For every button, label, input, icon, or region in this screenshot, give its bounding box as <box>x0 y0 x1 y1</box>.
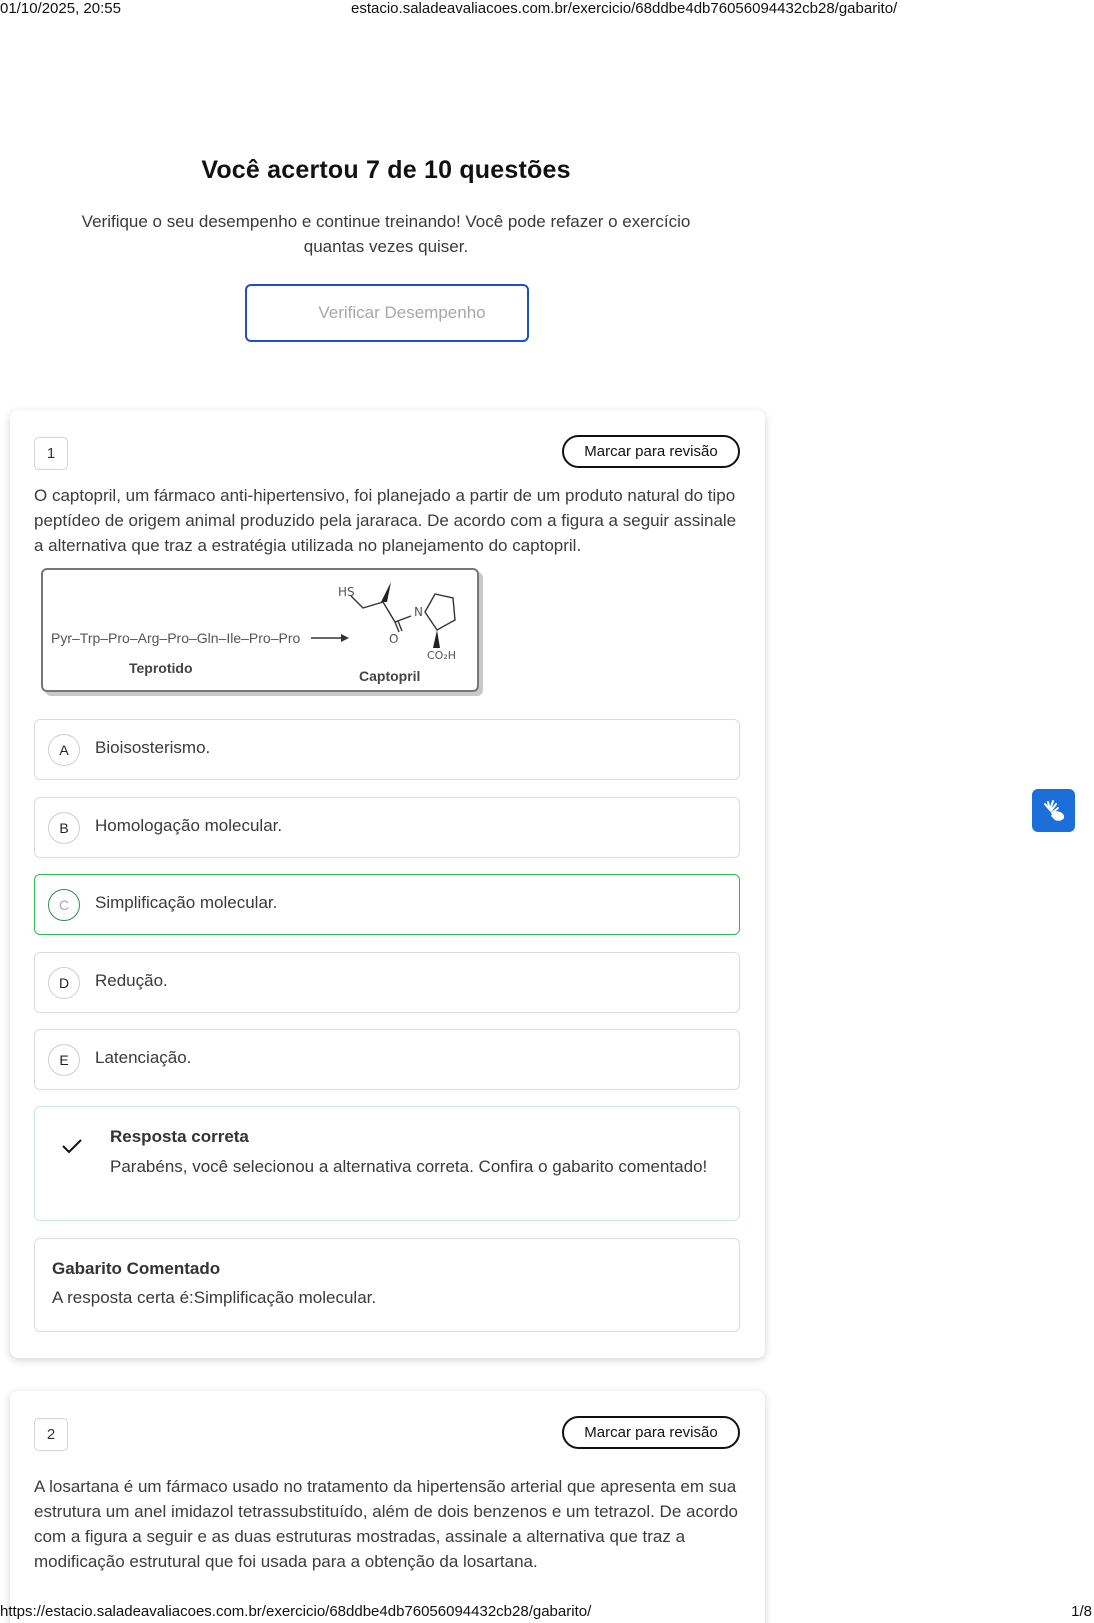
question-card-1 <box>10 410 765 1358</box>
question-card-2 <box>10 1391 765 1623</box>
option-letter: C <box>48 889 80 921</box>
sign-language-accessibility-button[interactable] <box>1032 789 1075 832</box>
answer-key-text: A resposta certa é:Simplificação molecular. <box>52 1288 377 1307</box>
print-footer-url: https://estacio.saladeavaliacoes.com.br/exercicio/68ddbe4db76056094432cb28/gabarito/ <box>0 1603 592 1620</box>
print-header <box>0 0 1094 18</box>
feedback-title: Resposta correta <box>110 1127 249 1146</box>
atom-hs-label: HS <box>338 585 355 599</box>
mark-for-review-button[interactable]: Marcar para revisão <box>562 1416 740 1449</box>
captopril-label: Captopril <box>359 668 421 684</box>
option-d[interactable] <box>34 952 740 1013</box>
option-c[interactable] <box>34 874 740 935</box>
option-text: Bioisosterismo. <box>95 738 211 757</box>
option-letter: A <box>48 734 80 766</box>
teprotide-sequence: Pyr–Trp–Pro–Arg–Pro–Gln–Ile–Pro–Pro <box>51 630 301 646</box>
atom-n-label: N <box>414 605 423 619</box>
question-figure <box>41 568 479 692</box>
check-icon <box>61 1137 83 1155</box>
option-a[interactable] <box>34 719 740 780</box>
atom-co2h-label: CO₂H <box>427 649 457 662</box>
score-subtitle: Verifique o seu desempenho e continue treinando! Você pode refazer o exercício quantas vezes quiser. <box>81 212 691 256</box>
option-text: Simplificação molecular. <box>95 893 278 912</box>
option-letter: E <box>48 1044 80 1076</box>
answer-key-title: Gabarito Comentado <box>52 1259 221 1278</box>
option-b[interactable] <box>34 797 740 858</box>
print-datetime: 01/10/2025, 20:55 <box>0 0 121 17</box>
question-text: A losartana é um fármaco usado no tratamento da hipertensão arterial que apresenta em sua estrutura um anel imidazol tetrassubstituído, além de dois benzenos e um tetrazol. De acordo com a figura a seguir e as duas estruturas mostradas, assinale a alternativa que traz a modificação estrutural que foi usada para a obtenção da losartana. <box>34 1477 738 1571</box>
score-title: Você acertou 7 de 10 questões <box>201 156 571 184</box>
teprotide-label: Teprotido <box>129 660 193 676</box>
verify-performance-button[interactable]: Verificar Desempenho <box>245 284 529 342</box>
option-text: Homologação molecular. <box>95 816 283 835</box>
question-text: O captopril, um fármaco anti-hipertensivo, foi planejado a partir de um produto natural do tipo peptídeo de origem animal produzido pela jararaca. De acordo com a figura a seguir assinale a alternativa que traz a estratégia utilizada no planejamento do captopril. <box>34 486 737 555</box>
option-text: Latenciação. <box>95 1048 192 1067</box>
question-number: 2 <box>34 1418 68 1451</box>
question-number: 1 <box>34 437 68 470</box>
print-url: estacio.saladeavaliacoes.com.br/exercicio/68ddbe4db76056094432cb28/gabarito/ <box>351 0 898 17</box>
option-letter: B <box>48 812 80 844</box>
print-page-number: 1/8 <box>1071 1603 1092 1620</box>
print-footer <box>0 1603 1094 1621</box>
hands-icon <box>1041 798 1067 824</box>
option-e[interactable] <box>34 1029 740 1090</box>
mark-for-review-button[interactable]: Marcar para revisão <box>562 435 740 468</box>
atom-o-label: O <box>389 632 399 646</box>
feedback-text: Parabéns, você selecionou a alternativa correta. Confira o gabarito comentado! <box>110 1157 708 1176</box>
answer-feedback <box>34 1106 740 1221</box>
answer-key-comment <box>34 1238 740 1332</box>
option-letter: D <box>48 967 80 999</box>
option-text: Redução. <box>95 971 168 990</box>
